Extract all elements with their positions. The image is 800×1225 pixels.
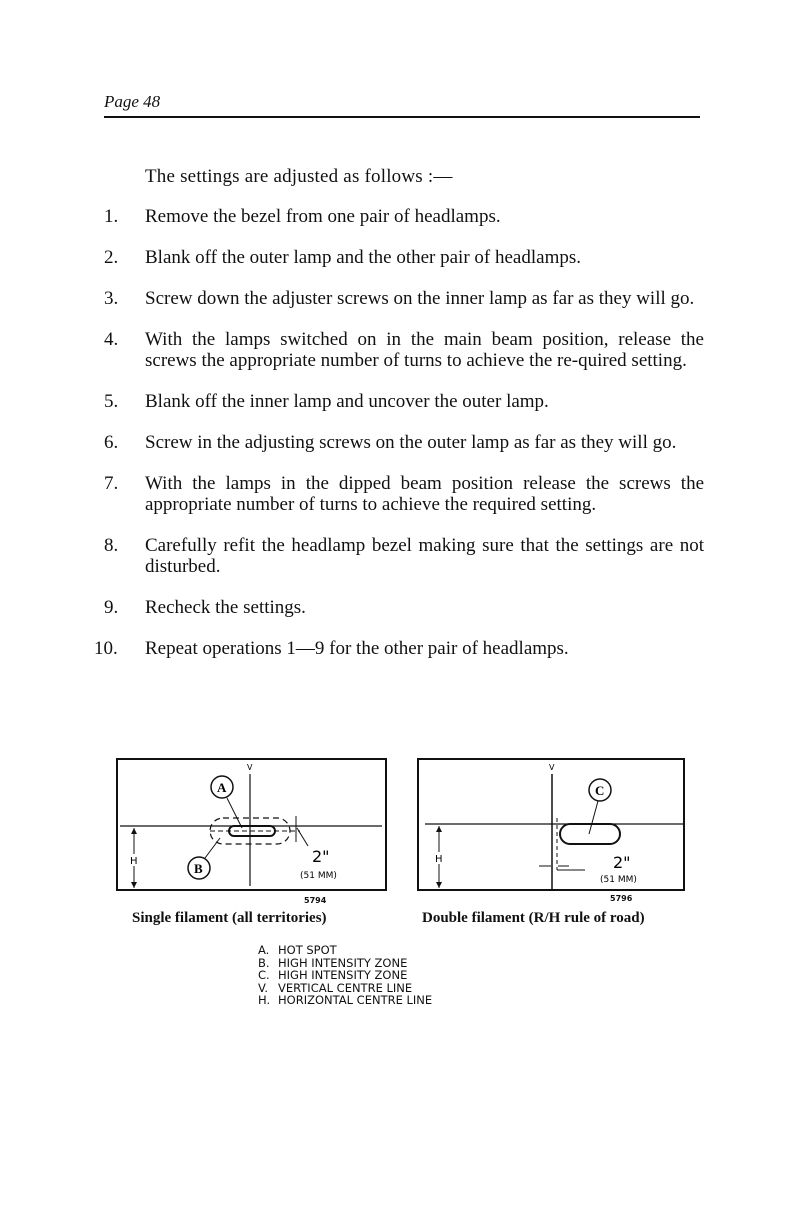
- high-intensity-zone-c: [560, 824, 620, 844]
- step-number: 7.: [104, 473, 119, 494]
- step-item: [104, 329, 704, 371]
- step-text: Screw in the adjusting screws on the outer lamp as far as they will go.: [145, 432, 677, 453]
- step-number: 10.: [94, 638, 118, 659]
- dimension-metric: (51 MM): [600, 875, 637, 885]
- step-text: Blank off the inner lamp and uncover the outer lamp.: [145, 391, 549, 412]
- step-item: [104, 473, 704, 515]
- step-number: 5.: [104, 391, 119, 412]
- callout-b-leader: [205, 838, 220, 858]
- figure-number: 5794: [304, 896, 327, 905]
- step-number: 4.: [104, 329, 119, 350]
- step-number: 9.: [104, 597, 119, 618]
- legend-label: HIGH INTENSITY ZONE: [278, 955, 408, 970]
- single-filament-diagram: [116, 758, 388, 894]
- arrow-up-icon: [131, 828, 137, 834]
- v-axis-label: V: [247, 763, 253, 772]
- h-axis-label: H: [130, 856, 138, 867]
- legend-item: [258, 944, 432, 957]
- callout-a-label: A: [217, 780, 227, 795]
- legend-label: HOT SPOT: [278, 943, 337, 957]
- figure-caption-double: Double filament (R/H rule of road): [422, 910, 645, 926]
- legend-label: VERTICAL CENTRE LINE: [278, 980, 413, 995]
- legend-item: [258, 969, 432, 982]
- step-number: 2.: [104, 247, 119, 268]
- header-rule: [104, 116, 700, 118]
- step-text: Repeat operations 1—9 for the other pair of headlamps.: [145, 638, 569, 659]
- double-filament-diagram: [417, 758, 689, 894]
- dimension-leader: [297, 828, 308, 846]
- legend-item: [258, 994, 432, 1007]
- legend-key: H.: [258, 993, 271, 1008]
- legend-key: B.: [258, 955, 270, 970]
- step-text: Blank off the outer lamp and the other pair of headlamps.: [145, 247, 581, 268]
- step-number: 8.: [104, 535, 119, 556]
- step-number: 3.: [104, 288, 119, 309]
- step-item: [104, 247, 704, 268]
- callout-c-label: C: [595, 783, 605, 798]
- step-item: [104, 206, 704, 227]
- callout-a-leader: [227, 798, 242, 828]
- legend-key: A.: [258, 943, 270, 957]
- legend-key: C.: [258, 968, 270, 983]
- arrow-down-icon: [436, 882, 442, 888]
- step-item: [104, 535, 704, 577]
- step-text: Carefully refit the headlamp bezel making sure that the settings are not disturbed.: [145, 535, 704, 577]
- step-text: Remove the bezel from one pair of headlamps.: [145, 206, 501, 227]
- page-number: Page 48: [104, 92, 161, 111]
- step-item: [104, 597, 704, 618]
- intro-text: The settings are adjusted as follows :—: [145, 166, 453, 187]
- step-item: [104, 288, 704, 309]
- dimension-metric: (51 MM): [300, 871, 337, 881]
- figure-number: 5796: [610, 894, 633, 903]
- step-text: With the lamps switched on in the main beam position, release the screws the appropriate number of turns to achieve the re-quired setting.: [145, 329, 704, 371]
- step-text: Recheck the settings.: [145, 597, 306, 618]
- steps-list: [94, 206, 704, 679]
- dimension-value: 2": [312, 847, 330, 866]
- step-item: [94, 638, 704, 659]
- step-number: 1.: [104, 206, 119, 227]
- step-item: [104, 432, 704, 453]
- figure-caption-single: Single filament (all territories): [132, 910, 327, 926]
- step-text: Screw down the adjuster screws on the inner lamp as far as they will go.: [145, 288, 695, 309]
- h-axis-label: H: [435, 854, 443, 865]
- dimension-value: 2": [613, 853, 631, 872]
- screen-frame: [117, 759, 386, 890]
- legend-key: V.: [258, 980, 269, 995]
- callout-b-label: B: [194, 861, 203, 876]
- legend-label: HORIZONTAL CENTRE LINE: [278, 993, 433, 1008]
- figure-double-filament: [417, 758, 689, 903]
- figure-single-filament: [116, 758, 388, 905]
- step-item: [104, 391, 704, 412]
- v-axis-label: V: [549, 763, 555, 772]
- step-number: 6.: [104, 432, 119, 453]
- arrow-down-icon: [131, 882, 137, 888]
- callout-c-leader: [589, 801, 598, 834]
- step-text: With the lamps in the dipped beam position release the screws the appropriate number of turns to achieve the required setting.: [145, 473, 704, 515]
- arrow-up-icon: [436, 826, 442, 832]
- legend-label: HIGH INTENSITY ZONE: [278, 968, 408, 983]
- diagram-legend: [258, 944, 432, 1007]
